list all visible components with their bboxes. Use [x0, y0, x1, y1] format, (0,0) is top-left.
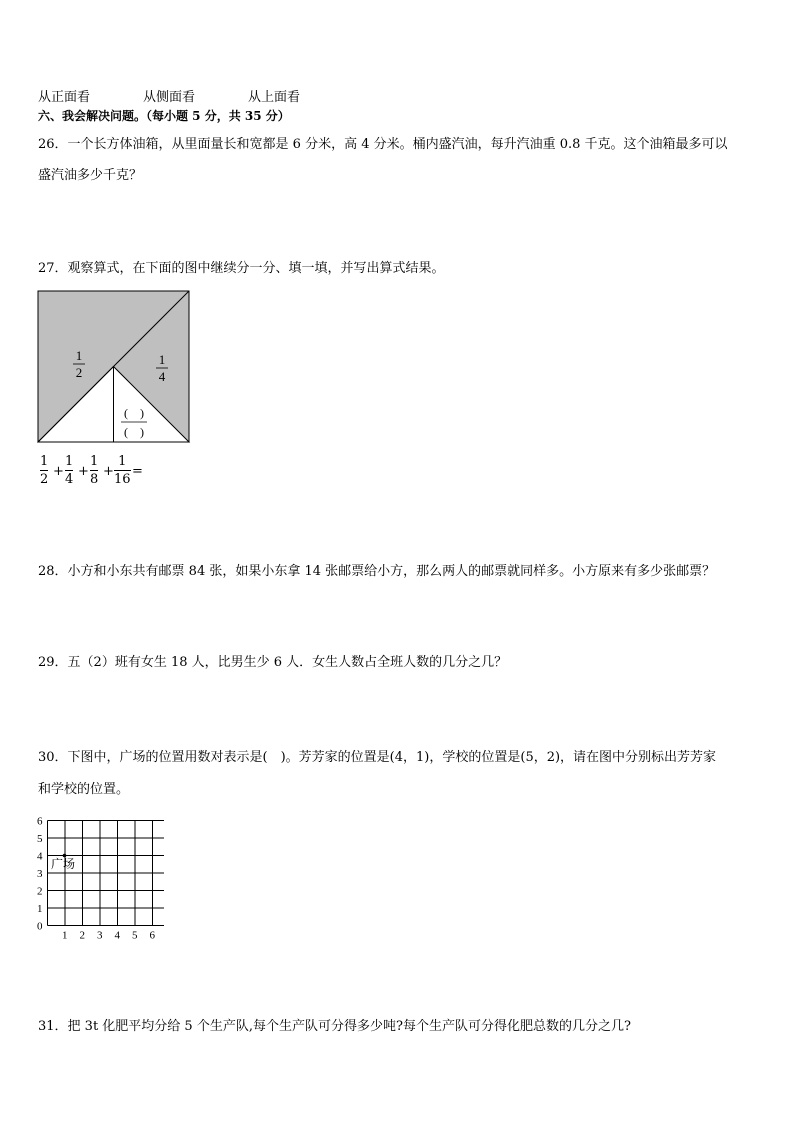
- q26-line2: 盛汽油多少千克？: [38, 168, 143, 183]
- expr-equals: =: [132, 464, 143, 479]
- grid-x-labels: [62, 930, 156, 942]
- expr-plus-2: +: [78, 464, 89, 479]
- view-top-label: 从上面看: [248, 90, 301, 105]
- view-side-label: 从侧面看: [143, 90, 196, 105]
- grid-y-label: 6: [37, 815, 43, 828]
- section-title: 六、我会解决问题。（每小题 5 分，共 35 分）: [38, 109, 290, 123]
- expr-term-1-den: 2: [40, 472, 49, 487]
- expr-term-2: [65, 455, 73, 486]
- expr-term-1-bar: [40, 470, 48, 471]
- expr-term-4-num: 1: [118, 454, 127, 469]
- expr-term-2-num: 1: [65, 454, 74, 469]
- grid-x-label: 2: [79, 929, 85, 942]
- expr-term-2-den: 4: [65, 472, 74, 487]
- grid-x-label: 3: [97, 929, 103, 942]
- q27-square-figure: [37, 290, 191, 444]
- half-numerator: 1: [75, 348, 83, 363]
- q30-coordinate-grid: [34, 812, 164, 942]
- grid-y-labels: [37, 816, 43, 933]
- expr-term-3-den: 8: [90, 472, 99, 487]
- quarter-denominator: 4: [158, 369, 166, 384]
- q27-text: 27．观察算式，在下面的图中继续分一分、填一填，并写出算式结果。: [38, 261, 445, 276]
- grid-y-label: 3: [37, 868, 43, 880]
- expr-term-3-bar: [90, 470, 98, 471]
- q29-text: 29．五（2）班有女生 18 人，比男生少 6 人．女生人数占全班人数的几分之几？: [38, 655, 508, 670]
- expr-term-4-den: 16: [114, 472, 131, 487]
- quarter-numerator: 1: [158, 352, 166, 367]
- grid-x-label: 1: [62, 929, 68, 942]
- expr-term-4-bar: [114, 470, 131, 471]
- grid-x-label: 4: [114, 929, 120, 942]
- grid-x-label: 6: [149, 929, 155, 942]
- expr-term-4: [114, 455, 131, 486]
- q31-text: 31．把 3t 化肥平均分给 5 个生产队,每个生产队可分得多少吨?每个生产队可分得化肥总数的几分之几?: [38, 1019, 631, 1034]
- q26-line1: 26．一个长方体油箱，从里面量长和宽都是 6 分米，高 4 分米。桶内盛汽油，每升汽油重 0.8 千克。这个油箱最多可以: [38, 137, 728, 152]
- q28-text: 28．小方和小东共有邮票 84 张，如果小东拿 14 张邮票给小方，那么两人的邮票就同样多。小方原来有多少张邮票？: [38, 564, 716, 579]
- half-denominator: 2: [75, 365, 83, 380]
- blank-numerator: ( ): [124, 406, 144, 420]
- grid-y-label: 2: [37, 885, 43, 898]
- view-front-label: 从正面看: [38, 90, 91, 105]
- grid-y-label: 0: [37, 920, 43, 933]
- grid-y-label: 5: [37, 833, 43, 845]
- grid-x-label: 5: [132, 929, 138, 942]
- expr-term-3-num: 1: [90, 454, 99, 469]
- expr-term-1-num: 1: [40, 454, 49, 469]
- expr-term-3: [90, 455, 98, 486]
- blank-denominator: ( ): [124, 425, 144, 439]
- grid-y-label: 4: [37, 850, 43, 863]
- grid-y-label: 1: [37, 903, 43, 915]
- q30-line1: 30．下图中，广场的位置用数对表示是( )。芳芳家的位置是(4，1)，学校的位置是(5，2)，请在图中分别标出芳芳家: [38, 750, 717, 765]
- expr-plus-1: +: [53, 464, 64, 479]
- expr-term-2-bar: [65, 470, 73, 471]
- expr-plus-3: +: [103, 464, 114, 479]
- expr-term-1: [40, 455, 48, 486]
- q30-line2: 和学校的位置。: [38, 782, 130, 797]
- plaza-label: 广场: [51, 857, 76, 871]
- grid-lines: [48, 821, 165, 926]
